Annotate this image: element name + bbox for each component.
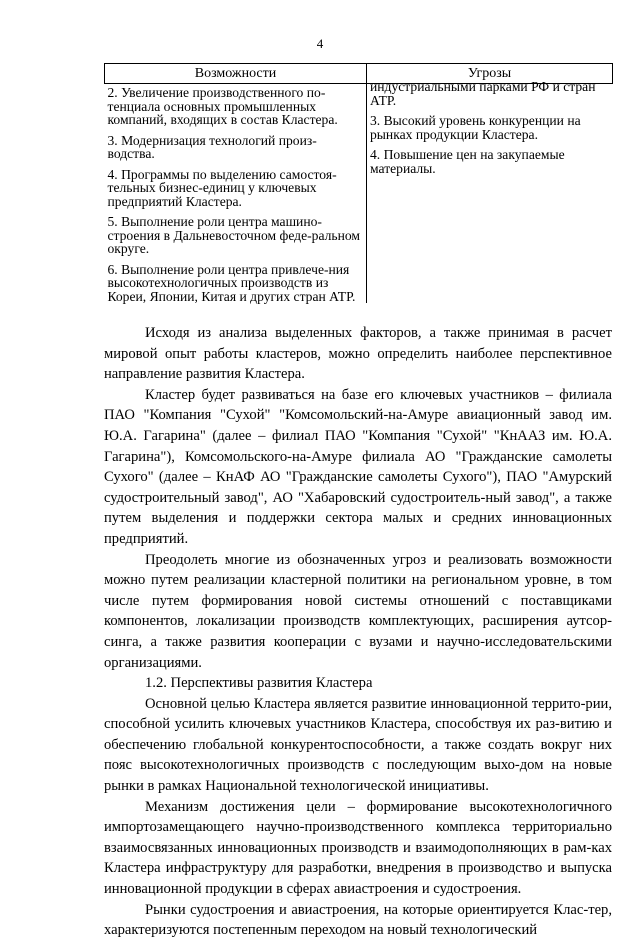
threat-item: 3. Высокий уровень конкуренции на рынках продукции Кластера. (370, 113, 581, 142)
opportunities-cell (105, 84, 367, 304)
header-threats: Угрозы (367, 64, 613, 84)
paragraph: Рынки судостроения и авиастроения, на которые ориентируется Клас-тер, характеризуются постепенным переходом на новый технологический (104, 901, 612, 939)
section-heading: 1.2. Перспективы развития Кластера (145, 675, 373, 692)
table-row (105, 84, 613, 304)
threat-item: индустриальными парками РФ и стран АТР. (370, 79, 596, 108)
paragraph: Кластер будет развиваться на базе его ключевых участников – филиала ПАО "Компания "Сухой" "Комсомольский-на-Амуре авиационный завод им. Ю.А. Гагарина" (далее – филиал ПАО "Компания "Сухой" "КнААЗ им. Ю.А. Гагарина"), Комсомольского-на-Амуре филиала АО "Гражданские самолеты Сухого" (далее – КнАФ АО "Гражданские самолеты Сухого"), ПАО "Амурский судостроительный завод", АО "Хабаровский судостроитель-ный завод", а также путем выделения и поддержки сектора малых и средних инновационных предприятий. (104, 386, 612, 547)
threat-item: 4. Повышение цен на закупаемые материалы. (370, 147, 565, 176)
opportunity-item: 2. Увеличение производственного по-тенциала основных промышленных компаний, входящих в состав Кластера. (107, 85, 338, 127)
header-opportunities: Возможности (105, 64, 367, 84)
paragraph: Исходя из анализа выделенных факторов, а также принимая в расчет мировой опыт работы кластеров, можно определить наиболее перспективное направление развития Кластера. (104, 325, 612, 383)
opportunity-item: 6. Выполнение роли центра привлече-ния высокотехнологичных производств из Кореи, Японии, Китая и других стран АТР. (107, 261, 356, 304)
body-text (104, 323, 612, 941)
opportunity-item: 5. Выполнение роли центра машино-строения в Дальневосточном феде-ральном округе. (107, 214, 361, 256)
threats-cell (367, 79, 613, 304)
opportunity-item: 4. Программы по выделению самостоя-тельных бизнес-единиц у ключевых предприятий Кластера. (107, 166, 337, 209)
opportunity-item: 3. Модернизация технологий произ-водства. (107, 132, 317, 161)
paragraph: Основной целью Кластера является развитие инновационной террито-рии, способной усилить ключевых участников Кластера, способствуя их раз-витию и обеспечению глобальной конкурентоспособности, а также создать вокруг них пояс высокотехнологичных производств с последующим выхо-дом на новые рынки в рамках Национальной технологической инициативы. (104, 695, 612, 795)
page-number: 4 (316, 36, 324, 51)
paragraph: Механизм достижения цели – формирование высокотехнологичного импортозамещающего научно-производственного комплекса территориально взаимосвязанных инновационных производств и взаимодополняющих в рам-ках Кластера инфраструктуру для разработки, внедрения в производство и выпуска инновационной продукции в сферах авиастроения и судостроения. (104, 798, 612, 898)
paragraph: Преодолеть многие из обозначенных угроз и реализовать возможности можно путем реализации кластерной политики на региональном уровне, в том числе путем формирования новой системы отношений с поставщиками компонентов, локализации производств комплектующих, расширения аутсор-синга, а также развития кооперации с вузами и научно-исследовательскими организациями. (104, 551, 612, 671)
swot-table (104, 63, 613, 303)
